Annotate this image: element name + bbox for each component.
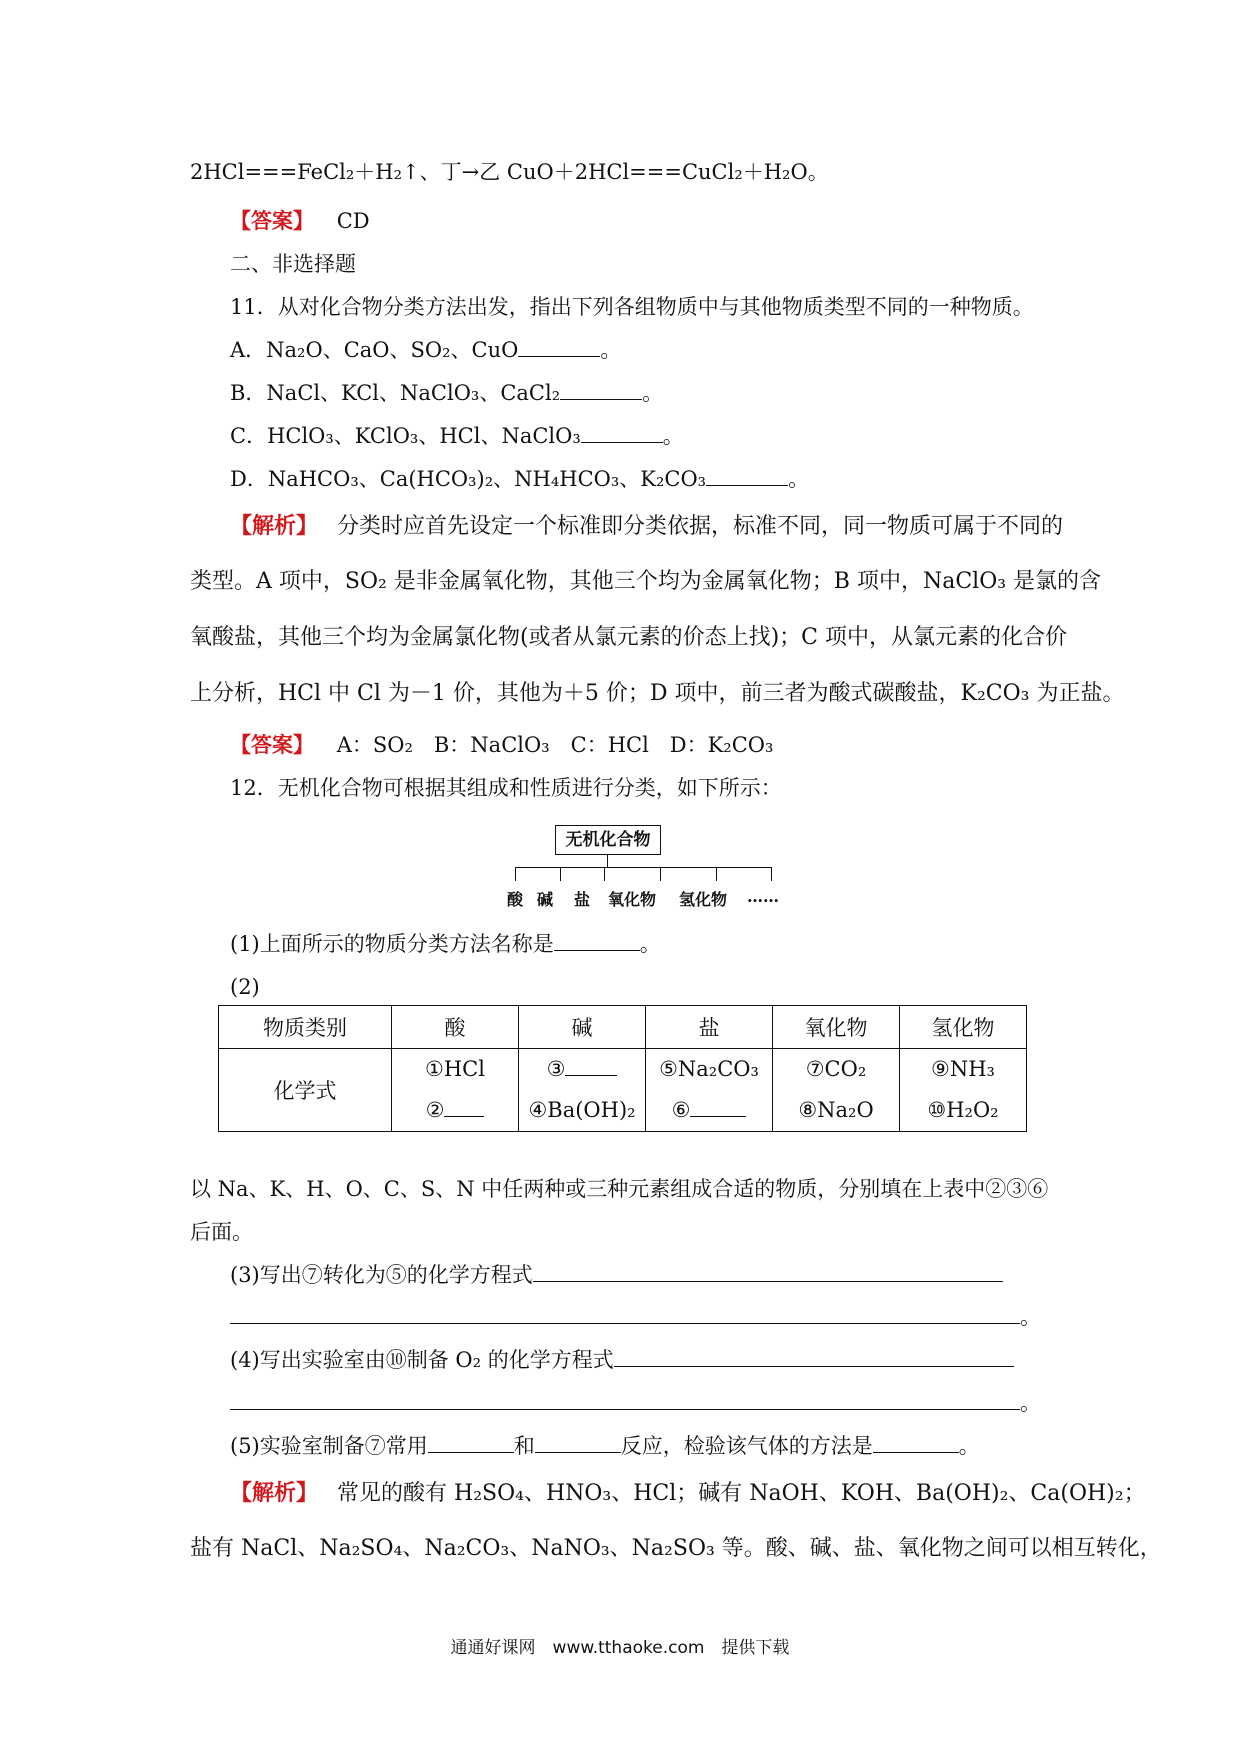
table-row-label: 化学式	[219, 1049, 392, 1132]
answer-tag: 【答案】	[230, 208, 314, 233]
section-heading: 二、非选择题	[230, 252, 356, 276]
answer-10-value: CD	[336, 209, 370, 233]
question-12-part4-answer-line: 。	[230, 1389, 1041, 1417]
diagram-child-oxide: 氧化物	[607, 890, 657, 909]
diagram-child-more: ……	[747, 887, 779, 906]
question-11-option-a: A．Na₂O、CaO、SO₂、CuO 。	[230, 338, 622, 362]
question-11-stem: 11．从对化合物分类方法出发，指出下列各组物质中与其他物质类型不同的一种物质。	[230, 295, 1034, 319]
table-header: 酸	[392, 1006, 519, 1049]
table-cell: ①HCl ②	[392, 1049, 519, 1132]
question-12-instruction-line1: 以 Na、K、H、O、C、S、N 中任两种或三种元素组成合适的物质，分别填在上表中②③⑥	[190, 1177, 1049, 1201]
page-footer: 通通好课网 www.tthaoke.com 提供下载	[450, 1638, 790, 1658]
table-cell: ③ ④Ba(OH)₂	[519, 1049, 646, 1132]
analysis-11-line3: 氧酸盐，其他三个均为金属氯化物(或者从氯元素的价态上找)；C 项中，从氯元素的化合价	[190, 625, 1067, 650]
table-cell: ⑦CO₂ ⑧Na₂O	[773, 1049, 900, 1132]
substance-table	[218, 1005, 1027, 1132]
question-12-part3: (3)写出⑦转化为⑤的化学方程式	[230, 1261, 1003, 1289]
table-header: 碱	[519, 1006, 646, 1049]
diagram-child-acid: 酸	[506, 890, 524, 909]
question-12-part4: (4)写出实验室由⑩制备 O₂ 的化学方程式	[230, 1346, 1014, 1374]
table-cell: ⑤Na₂CO₃ ⑥	[646, 1049, 773, 1132]
analysis-tag: 【解析】	[230, 513, 319, 539]
question-12-instruction-line2: 后面。	[190, 1220, 253, 1244]
answer-11: 【答案】 A：SO₂ B：NaClO₃ C：HCl D：K₂CO₃	[230, 732, 774, 757]
answer-10	[230, 207, 370, 235]
analysis-11-line2: 类型。A 项中，SO₂ 是非金属氧化物，其他三个均为金属氧化物；B 项中，NaClO₃ 是氯的含	[190, 569, 1102, 594]
question-12-part5: (5)实验室制备⑦常用 和 反应，检验该气体的方法是 。	[230, 1434, 980, 1458]
diagram-child-hydride: 氢化物	[678, 890, 728, 909]
question-12-part2: (2)	[230, 975, 260, 999]
diagram-root: 无机化合物	[555, 825, 661, 855]
analysis-12-line2: 盐有 NaCl、Na₂SO₄、Na₂CO₃、NaNO₃、Na₂SO₃ 等。酸、碱、盐、氧化物之间可以相互转化，	[190, 1536, 1162, 1561]
diagram-child-base: 碱	[536, 890, 554, 909]
diagram-child-salt: 盐	[573, 890, 591, 909]
table-header: 物质类别	[219, 1006, 392, 1049]
analysis-12-line1: 【解析】 常见的酸有 H₂SO₄、HNO₃、HCl；碱有 NaOH、KOH、Ba(OH)₂、Ca(OH)₂；	[230, 1480, 1146, 1506]
analysis-11-line4: 上分析，HCl 中 Cl 为－1 价，其他为＋5 价；D 项中，前三者为酸式碳酸盐，K₂CO₃ 为正盐。	[190, 681, 1125, 706]
question-12-part3-answer-line: 。	[230, 1303, 1041, 1331]
question-11-option-d: D．NaHCO₃、Ca(HCO₃)₂、NH₄HCO₃、K₂CO₃ 。	[230, 467, 810, 491]
question-11-option-c: C．HClO₃、KClO₃、HCl、NaClO₃ 。	[230, 424, 684, 448]
analysis-11-line1: 【解析】 分类时应首先设定一个标准即分类依据，标准不同，同一物质可属于不同的	[230, 513, 1064, 539]
question-11-option-b: B．NaCl、KCl、NaClO₃、CaCl₂ 。	[230, 381, 664, 405]
classification-diagram	[505, 825, 795, 909]
question-12-part1: (1)上面所示的物质分类方法名称是 。	[230, 932, 661, 956]
table-cell: ⑨NH₃ ⑩H₂O₂	[900, 1049, 1027, 1132]
question-12-stem: 12．无机化合物可根据其组成和性质进行分类，如下所示：	[230, 776, 782, 800]
equation-line: 2HCl===FeCl₂＋H₂↑、丁→乙 CuO＋2HCl===CuCl₂＋H₂O。	[190, 160, 829, 184]
table-header: 氢化物	[900, 1006, 1027, 1049]
table-header: 盐	[646, 1006, 773, 1049]
table-header: 氧化物	[773, 1006, 900, 1049]
